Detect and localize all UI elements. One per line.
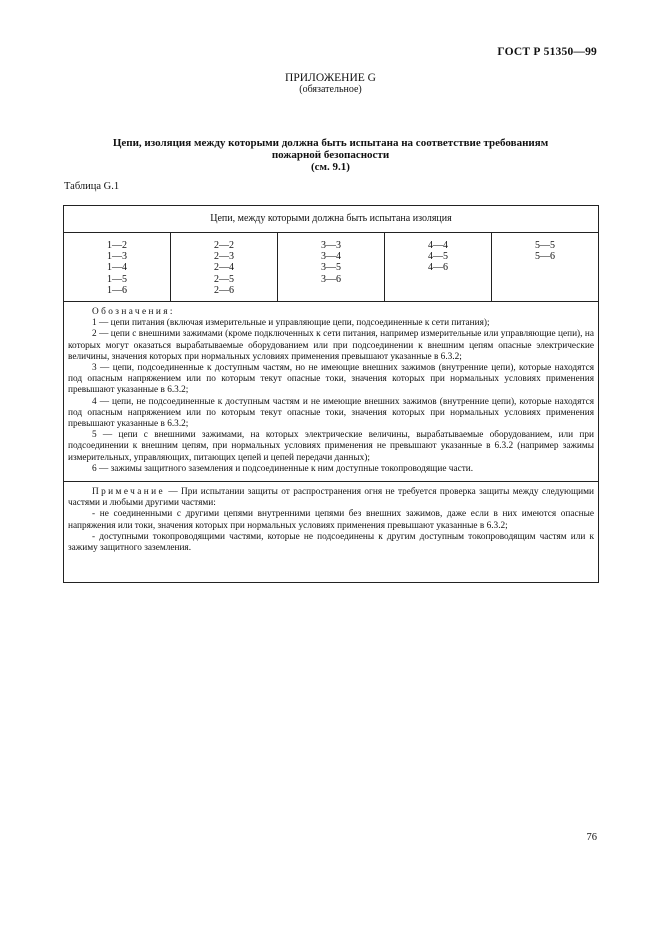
circuit-pair: 3—4: [321, 251, 341, 263]
legend-item-1: 1 — цепи питания (включая измерительные и управляющие цепи, подсоединенные к сети питания);: [92, 318, 490, 329]
circuit-column-2: [171, 233, 278, 301]
table-label: Таблица G.1: [64, 181, 120, 192]
circuit-pair: 4—4: [428, 240, 448, 251]
circuit-pair: 5—5: [535, 240, 555, 251]
note-item-1: - не соединенными с другими цепями внутренними цепями без внешних зажимов, даже если в них имеются опасные напряжения или токи, значения которых при нормальных условиях применения превышают указанные в 6.3.2;: [68, 509, 594, 531]
note-item-2: - доступными токопроводящими частями, которые не подсоединены к другим доступным токопроводящим частям или к зажиму защитного заземления.: [68, 531, 594, 554]
note-block: [64, 482, 598, 554]
circuit-pair: 4—5: [428, 251, 448, 263]
standard-number: ГОСТ Р 51350—99: [497, 46, 597, 58]
page-number: 76: [586, 832, 597, 843]
appendix-subtitle: (обязательное): [299, 84, 362, 95]
section-title: [90, 137, 571, 173]
circuit-column-1: [64, 233, 171, 301]
circuit-pair: 1—6: [107, 284, 127, 296]
circuit-column-5: [492, 233, 598, 301]
note-label: Примечание: [92, 487, 165, 497]
section-title-line1: Цепи, изоляция между которыми должна быть испытана на соответствие требованиям: [112, 137, 549, 149]
circuit-column-4: [385, 233, 492, 301]
legend-item-4: 4 — цепи, не подсоединенные к доступным частям и не имеющие внешних зажимов (внутренние цепи), которые находятся под опасным напряжением или по которым текут опасные токи, значения которых при нормальных условиях применения превышают указанные в 6.3.2;: [68, 396, 594, 430]
insulation-table: [63, 205, 599, 583]
legend-item-2: 2 — цепи с внешними зажимами (кроме подключенных к сети питания, например измерительные или управляющие цепи), на которых могут оказаться вырабатываемые оборудованием или при подсоединении к внешним цепям опасные электрические величины, значения которых при нормальных условиях применения превышают указанные в 6.3.2;: [68, 329, 594, 362]
circuit-pair: 2—6: [214, 284, 234, 296]
note-text: — При испытании защиты от распространения огня не требуется проверка защиты между следующими частями и любыми другими частями:: [68, 487, 594, 509]
circuit-pair: 5—6: [535, 251, 555, 263]
circuit-pair: 4—6: [428, 262, 448, 274]
circuit-column-3: [278, 233, 385, 301]
appendix-heading: [0, 72, 661, 96]
circuit-pair: 3—3: [321, 240, 341, 251]
circuit-pair: 1—3: [107, 251, 127, 263]
circuit-pair: 1—4: [107, 262, 127, 274]
circuit-pairs-row: [64, 233, 598, 302]
circuit-pair: 1—2: [107, 240, 127, 251]
legend-item-5: 5 — цепи с внешними зажимами, на которых электрические величины, вырабатываемые оборудованием, или при подсоединении к внешним цепям, при нормальных условиях применения не превышают указанные в 6.3.2 (например зажимы измерительных, управляющих, питающих цепей и цепей передачи данных);: [68, 430, 594, 463]
section-title-line2: пожарной безопасности: [271, 149, 390, 161]
legend-title: Обозначения:: [92, 307, 175, 317]
circuit-pair: 1—5: [107, 273, 127, 285]
circuit-pair: 2—3: [214, 251, 234, 263]
legend-block: [64, 302, 598, 482]
circuit-pair: 2—5: [214, 273, 234, 285]
circuit-pair: 3—5: [321, 262, 341, 274]
appendix-title: ПРИЛОЖЕНИЕ G: [285, 72, 376, 84]
circuit-pair: 2—4: [214, 262, 234, 274]
note-intro: [68, 487, 594, 509]
table-header: Цепи, между которыми должна быть испытана изоляция: [64, 206, 598, 233]
circuit-pair: 3—6: [321, 273, 341, 285]
legend-item-3: 3 — цепи, подсоединенные к доступным частям, но не имеющие внешних зажимов (внутренние цепи), которые находятся под опасным напряжением или по которым текут опасные токи, значения которых при нормальных условиях применения превышают указанные в 6.3.2;: [68, 363, 594, 396]
legend-item-6: 6 — зажимы защитного заземления и подсоединенные к ним доступные токопроводящие части.: [92, 463, 474, 474]
circuit-pair: 2—2: [214, 240, 234, 251]
section-title-line3: (см. 9.1): [311, 161, 350, 173]
